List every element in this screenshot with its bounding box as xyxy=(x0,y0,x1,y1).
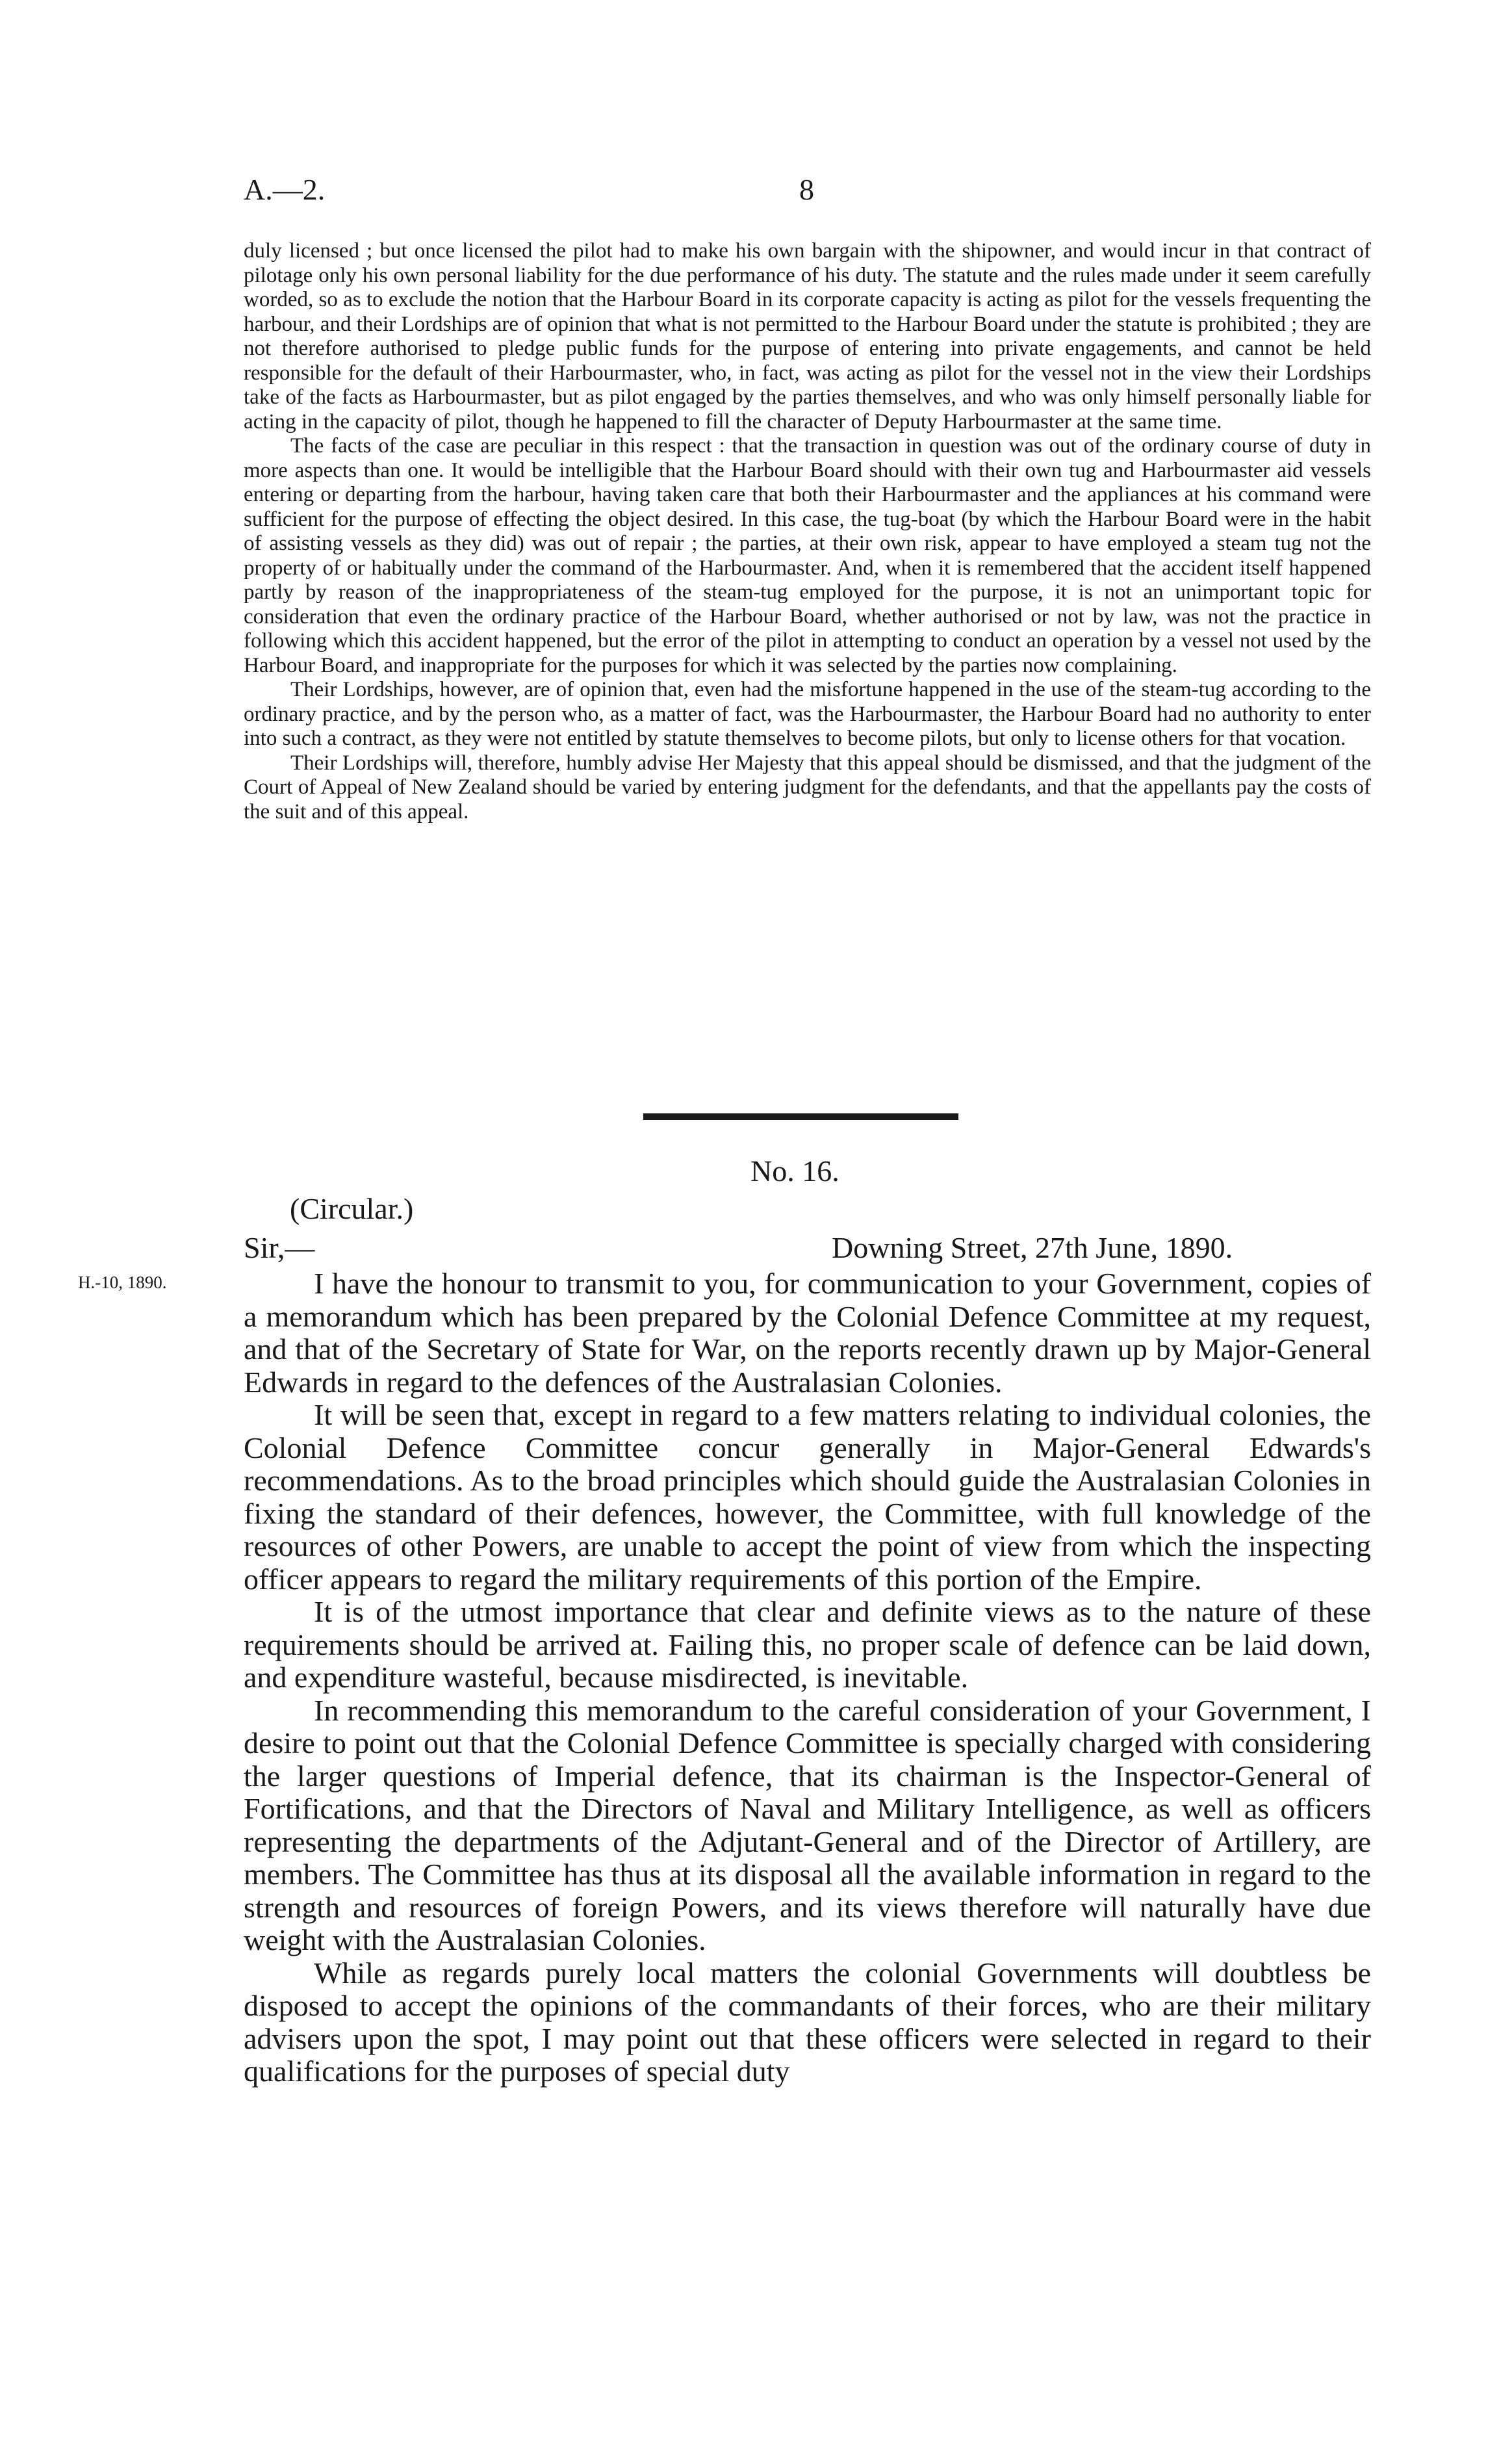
document-reference: A.—2. xyxy=(244,173,326,206)
paragraph: In recommending this memorandum to the careful consideration of your Government, I desire to point out that the Colonial Defence Committee is specially charged with considering the larger questions of Imperial defence, that its chairman is the Inspector-General of Fortifications, and that the Directors of Naval and Military Intelligence, as well as officers representing the departments of the Adjutant-General and of the Director of Artillery, are members. The Committee has thus at its disposal all the available information in regard to the strength and resources of foreign Powers, and its views therefore will naturally have due weight with the Australasian Colonies. xyxy=(244,1693,1371,1956)
document-number: No. 16. xyxy=(750,1154,839,1187)
circular-label: (Circular.) xyxy=(290,1192,414,1225)
paragraph: Their Lordships will, therefore, humbly advise Her Majesty that this appeal should be dismissed, and that the judgment of the Court of Appeal of New Zealand should be varied by entering judgment for the defendants, and that the appellants pay the costs of the suit and of this appeal. xyxy=(244,751,1371,823)
paragraph: Their Lordships, however, are of opinion that, even had the misfortune happened in the use of the steam-tug according to the ordinary practice, and by the person who, as a matter of fact, was the Harbourmaster, the Harbour Board had no authority to enter into such a contract, as they were not entitled by statute themselves to become pilots, but only to license others for that vocation. xyxy=(244,678,1371,750)
paragraph: It will be seen that, except in regard to a few matters relating to individual colonies, the Colonial Defence Committee concur generally in Major-General Edwards's recommendations. As to the broad principles which should guide the Australasian Colonies in fixing the standard of their defences, however, the Committee, with full knowledge of the resources of other Powers, are unable to accept the point of view from which the inspecting officer appears to regard the military requirements of this portion of the Empire. xyxy=(244,1398,1371,1596)
section-divider xyxy=(643,1113,958,1120)
page-number: 8 xyxy=(799,173,814,206)
dateline: Downing Street, 27th June, 1890. xyxy=(832,1231,1233,1264)
paragraph: I have the honour to transmit to you, for communication to your Government, copies of a memorandum which has been prepared by the Colonial Defence Committee at my request, and that of the Secretary of State for War, on the reports recently drawn up by Major-General Edwards in regard to the defences of the Australasian Colonies. xyxy=(244,1267,1371,1399)
paragraph: The facts of the case are peculiar in this respect : that the transaction in question was out of the ordinary course of duty in more aspects than one. It would be intelligible that the Harbour Board should with their own tug and Harbourmaster aid vessels entering or departing from the harbour, having taken care that both their Harbourmaster and the appliances at his command were sufficient for the purpose of effecting the object desired. In this case, the tug-boat (by which the Harbour Board were in the habit of assisting vessels as they did) was out of repair ; the parties, at their own risk, appear to have employed a steam tug not the property of or habitually under the command of the Harbourmaster. And, when it is remembered that the accident itself happened partly by reason of the inappropriateness of the steam-tug employed for the purpose, it is not an unimportant topic for consideration that even the ordinary practice of the Harbour Board, whether authorised or not by law, was not the practice in following which this accident happened, but the error of the pilot in attempting to conduct an operation by a vessel not used by the Harbour Board, and inappropriate for the purposes for which it was selected by the parties now complaining. xyxy=(244,434,1371,677)
paragraph: It is of the utmost importance that clear and definite views as to the nature of these requirements should be arrived at. Failing this, no proper scale of defence can be laid down, and expenditure wasteful, because misdirected, is inevitable. xyxy=(244,1595,1371,1694)
paragraph: duly licensed ; but once licensed the pilot had to make his own bargain with the shipowner, and would incur in that contract of pilotage only his own personal liability for the due performance of his duty. The statute and the rules made under it seem carefully worded, so as to exclude the notion that the Harbour Board in its corporate capacity is acting as pilot for the vessels frequenting the harbour, and their Lordships are of opinion that what is not permitted to the Harbour Board under the statute is prohibited ; they are not therefore authorised to pledge public funds for the purpose of entering into private engagements, and cannot be held responsible for the default of their Harbourmaster, who, in fact, was acting as pilot for the vessel not in the view their Lordships take of the facts as Harbourmaster, but as pilot engaged by the parties themselves, and who was only himself personally liable for acting in the capacity of pilot, though he happened to fill the character of Deputy Harbourmaster at the same time. xyxy=(244,239,1371,434)
margin-reference: H.-10, 1890. xyxy=(78,1273,167,1292)
paragraph: While as regards purely local matters the colonial Governments will doubtless be disposed to accept the opinions of the commandants of their forces, who are their military advisers upon the spot, I may point out that these officers were selected in regard to their qualifications for the purposes of special duty xyxy=(244,1956,1371,2088)
letter-body xyxy=(244,1267,1371,2088)
salutation: Sir,— xyxy=(244,1231,315,1264)
judgment-text xyxy=(244,239,1371,824)
